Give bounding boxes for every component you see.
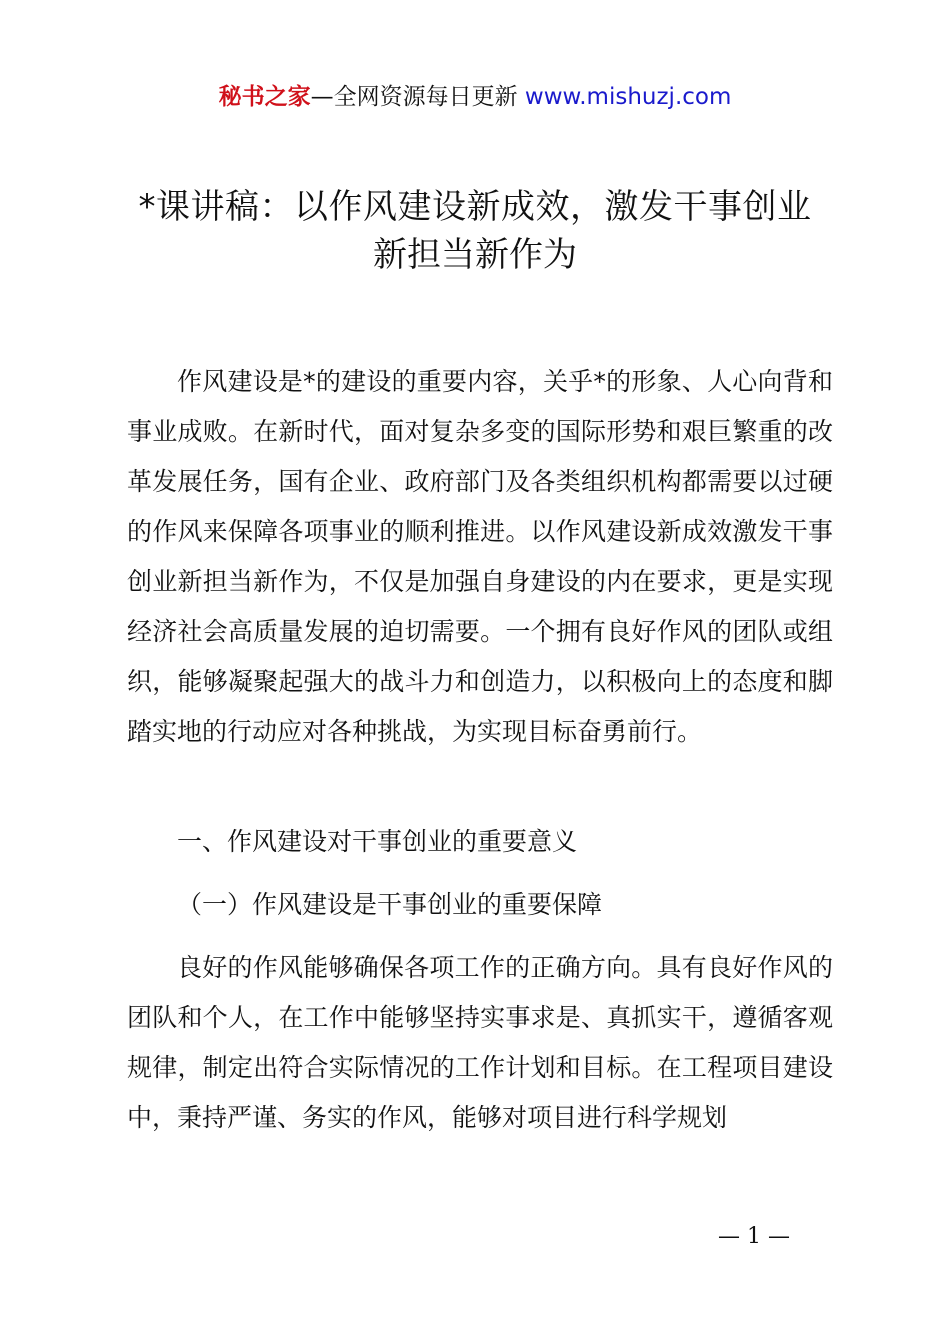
intro-paragraph: 作风建设是*的建设的重要内容，关乎*的形象、人心向背和事业成败。在新时代，面对复杂多变的国际形势和艰巨繁重的改革发展任务，国有企业、政府部门及各类组织机构都需要以过硬的作风来保障各项事业的顺利推进。以作风建设新成效激发干事创业新担当新作为，不仅是加强自身建设的内在要求，更是实现经济社会高质量发展的迫切需要。一个拥有良好作风的团队或组织，能够凝聚起强大的战斗力和创造力，以积极向上的态度和脚踏实地的行动应对各种挑战，为实现目标奋勇前行。: [127, 367, 833, 746]
document-title: [0, 183, 950, 279]
body-paragraph-2: 良好的作风能够确保各项工作的正确方向。具有良好作风的团队和个人，在工作中能够坚持实事求是、真抓实干，遵循客观规律，制定出符合实际情况的工作计划和目标。在工程项目建设中，秉持严谨、务实的作风，能够对项目进行科学规划: [127, 953, 833, 1132]
brand-name: 秘书之家: [218, 84, 311, 110]
header-url-link[interactable]: www.mishuzj.com: [524, 84, 732, 110]
title-line-1: *课讲稿：以作风建设新成效，激发干事创业: [138, 187, 812, 227]
subsection-heading-1-wrap: [127, 880, 833, 930]
body-section-2: [127, 943, 833, 1143]
subsection-heading-1: （一）作风建设是干事创业的重要保障: [177, 890, 603, 919]
section-heading-1: 一、作风建设对干事创业的重要意义: [177, 827, 578, 856]
intro-section: [127, 357, 833, 757]
section-heading-1-wrap: [127, 817, 833, 867]
header-slogan: —全网资源每日更新: [310, 84, 525, 110]
site-header: [0, 80, 950, 114]
title-line-2: 新担当新作为: [373, 235, 577, 275]
page-number: — 1 —: [718, 1224, 790, 1249]
